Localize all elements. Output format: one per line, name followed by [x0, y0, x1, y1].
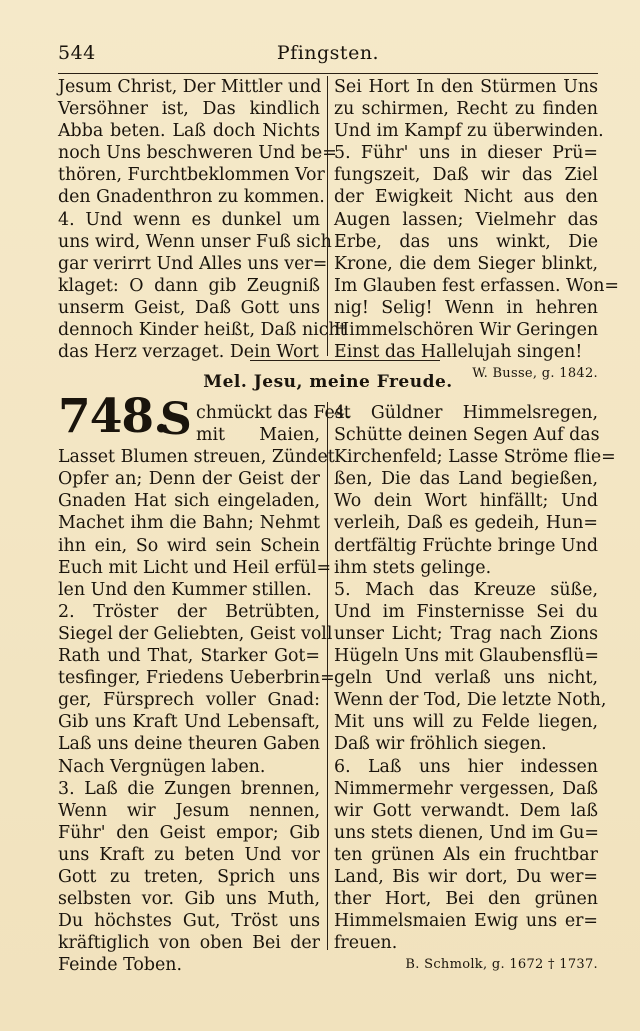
top-left-column: [58, 76, 347, 363]
text-line: verleih, Daß es gedeih, Hun=: [334, 513, 598, 534]
header-rule: [58, 73, 598, 74]
text-line: Krone, die dem Sieger blinkt,: [334, 253, 598, 274]
drop-cap: S: [160, 394, 192, 445]
hymn-right-column: [334, 402, 616, 976]
text-line: Sei Hort In den Stürmen Uns: [334, 77, 598, 97]
text-line: 3. Laß die Zungen brennen,: [58, 778, 320, 799]
text-line: nig! Selig! Wenn in hehren: [334, 297, 598, 318]
text-line: ihm stets gelinge.: [334, 557, 492, 578]
text-line: Und im Kampf zu überwinden.: [334, 121, 604, 142]
text-line: mit Maien,: [196, 425, 320, 446]
text-line: Laß uns deine theuren Gaben: [58, 734, 320, 755]
text-line: ther Hort, Bei den grünen: [334, 889, 598, 910]
text-line: ßen, Die das Land begießen,: [334, 469, 598, 490]
text-line: Nach Vergnügen laben.: [58, 756, 266, 777]
text-line: Himmelsmaien Ewig uns er=: [334, 911, 598, 932]
text-line: das Herz verzaget. Dein Wort: [58, 342, 319, 363]
text-line: ger, Fürsprech voller Gnad:: [58, 690, 320, 711]
text-line: selbsten vor. Gib uns Muth,: [58, 889, 320, 910]
text-line: wir Gott verwandt. Dem laß: [334, 800, 598, 821]
text-line: fungszeit, Daß wir das Ziel: [334, 165, 598, 186]
text-line: der Ewigkeit Nicht aus den: [334, 187, 598, 208]
text-line: Feinde Toben.: [58, 955, 182, 976]
hymn-attribution: B. Schmolk, g. 1672 † 1737.: [405, 957, 598, 973]
text-line: uns stets dienen, Und im Gu=: [334, 822, 599, 843]
page-number: 544: [58, 42, 96, 64]
text-line: gar verirrt Und Alles uns ver=: [58, 253, 328, 274]
text-line: Im Glauben fest erfassen. Won=: [334, 275, 619, 296]
text-line: Opfer an; Denn der Geist der: [58, 469, 320, 490]
text-line: klaget: O dann gib Zeugniß: [58, 275, 320, 296]
text-line: chmückt das Fest: [196, 403, 351, 423]
text-line: Wenn wir Jesum nennen,: [58, 800, 320, 821]
text-line: Mit uns will zu Felde liegen,: [334, 712, 598, 733]
text-line: len Und den Kummer stillen.: [58, 579, 312, 600]
text-line: Wenn der Tod, Die letzte Noth,: [334, 690, 607, 711]
text-line: Gnaden Hat sich eingeladen,: [58, 491, 320, 512]
text-line: Rath und That, Starker Got=: [58, 646, 320, 667]
text-line: thören, Furchtbeklommen Vor: [58, 165, 325, 186]
text-line: Du höchstes Gut, Tröst uns: [58, 911, 320, 932]
running-title: Pfingsten.: [276, 42, 380, 64]
text-line: Jesum Christ, Der Mittler und: [58, 77, 322, 97]
text-line: Schütte deinen Segen Auf das: [334, 425, 600, 446]
text-line: 4. Güldner Himmelsregen,: [334, 403, 598, 423]
text-line: Wo dein Wort hinfällt; Und: [334, 491, 598, 512]
text-line: 5. Führ' uns in dieser Prü=: [334, 143, 598, 164]
text-line: unser Licht; Trag nach Zions: [334, 623, 598, 644]
text-line: dertfältig Früchte bringe Und: [334, 535, 598, 556]
top-right-column: [334, 76, 619, 385]
hymn-first-lines: [196, 402, 351, 446]
text-line: tesfinger, Friedens Ueberbrin=: [58, 668, 335, 689]
section-divider: [250, 360, 440, 361]
text-line: ihn ein, So wird sein Schein: [58, 535, 320, 556]
text-line: 4. Und wenn es dunkel um: [58, 209, 320, 230]
text-line: Führ' den Geist empor; Gib: [58, 822, 320, 843]
hymn-left-column: [58, 446, 335, 976]
text-line: Gib uns Kraft Und Lebensaft,: [58, 712, 320, 733]
text-line: ten grünen Als ein fruchtbar: [334, 844, 598, 865]
text-line: geln Und verlaß uns nicht,: [334, 668, 598, 689]
melody-heading: Mel. Jesu, meine Freude.: [203, 372, 453, 392]
text-line: Hügeln Uns mit Glaubensflü=: [334, 646, 599, 667]
text-line: den Gnadenthron zu kommen.: [58, 187, 325, 208]
text-line: Land, Bis wir dort, Du wer=: [334, 866, 598, 887]
column-divider-top: [327, 76, 328, 356]
text-line: Augen lassen; Vielmehr das: [334, 209, 598, 230]
text-line: Erbe, das uns winkt, Die: [334, 231, 598, 252]
author-attribution: W. Busse, g. 1842.: [472, 366, 598, 382]
text-line: Einst das Hallelujah singen!: [334, 342, 583, 363]
hymn-number: 748.: [58, 389, 169, 444]
text-line: dennoch Kinder heißt, Daß nicht: [58, 320, 347, 341]
text-line: Kirchenfeld; Lasse Ströme flie=: [334, 447, 616, 468]
text-line: kräftiglich von oben Bei der: [58, 933, 320, 954]
text-line: Siegel der Geliebten, Geist voll: [58, 623, 333, 644]
text-line: Und im Finsternisse Sei du: [334, 601, 598, 622]
text-line: Lasset Blumen streuen, Zündet: [58, 447, 335, 468]
text-line: 2. Tröster der Betrübten,: [58, 601, 320, 622]
text-line: Versöhner ist, Das kindlich: [58, 99, 320, 120]
text-line: 5. Mach das Kreuze süße,: [334, 579, 598, 600]
text-line: Daß wir fröhlich siegen.: [334, 734, 547, 755]
text-line: noch Uns beschweren Und be=: [58, 143, 337, 164]
text-line: uns wird, Wenn unser Fuß sich: [58, 231, 332, 252]
text-line: Nimmermehr vergessen, Daß: [334, 778, 598, 799]
text-line: Himmelschören Wir Geringen: [334, 320, 599, 341]
text-line: freuen.: [334, 933, 398, 954]
text-line: Gott zu treten, Sprich uns: [58, 866, 320, 887]
text-line: Euch mit Licht und Heil erfül=: [58, 557, 332, 578]
text-line: 6. Laß uns hier indessen: [334, 756, 598, 777]
text-line: unserm Geist, Daß Gott uns: [58, 297, 320, 318]
text-line: zu schirmen, Recht zu finden: [334, 99, 598, 120]
text-line: uns Kraft zu beten Und vor: [58, 844, 320, 865]
page-header: [58, 42, 598, 72]
text-line: Machet ihm die Bahn; Nehmt: [58, 513, 320, 534]
text-line: Abba beten. Laß doch Nichts: [58, 121, 320, 142]
